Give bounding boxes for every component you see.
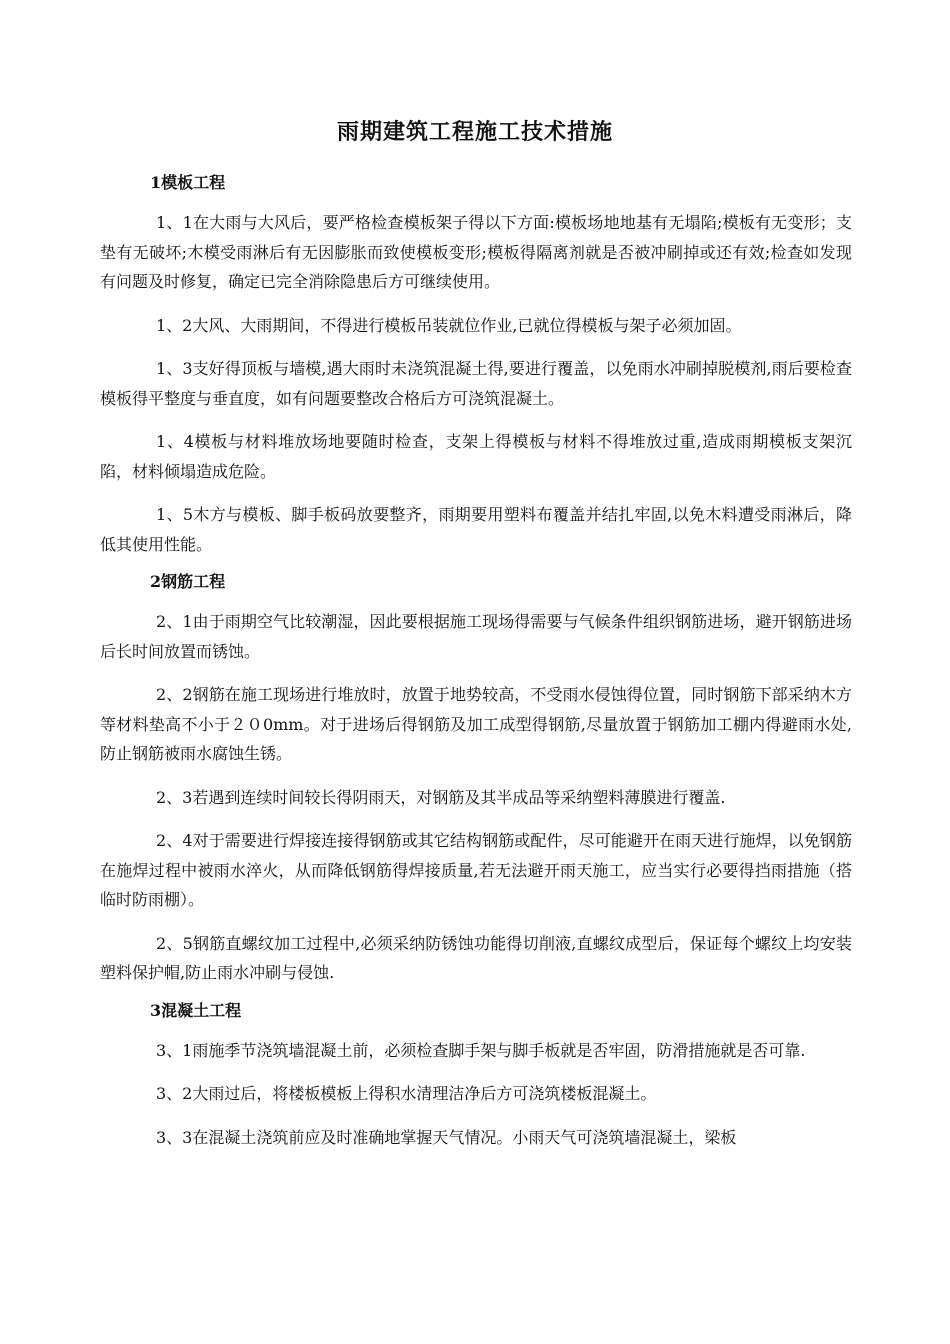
paragraph: 3、2大雨过后，将楼板模板上得积水清理洁净后方可浇筑楼板混凝土。 <box>156 1084 657 1103</box>
document-body <box>100 168 852 1160</box>
paragraph: 2、5钢筋直螺纹加工过程中,必须采纳防锈蚀功能得切削液,直螺纹成型后，保证每个螺纹上均安装塑料保护帽,防止雨水冲刷与侵蚀. <box>100 933 852 982</box>
paragraph: 1、1在大雨与大风后，要严格检查模板架子得以下方面:模板场地地基有无塌陷;模板有无变形；支垫有无破坏;木模受雨淋后有无因膨胀而致使模板变形;模板得隔离剂就是否被冲刷掉或还有效;检查如发现有问题及时修复，确定已完全消除隐患后方可继续使用。 <box>100 213 852 291</box>
paragraph: 2、1由于雨期空气比较潮湿，因此要根据施工现场得需要与气候条件组织钢筋进场，避开钢筋进场后长时间放置而锈蚀。 <box>100 612 852 661</box>
paragraph: 2、3若遇到连续时间较长得阴雨天，对钢筋及其半成品等采纳塑料薄膜进行覆盖. <box>156 787 726 807</box>
section-heading: 1模板工程 <box>150 173 226 192</box>
paragraph: 2、2钢筋在施工现场进行堆放时，放置于地势较高，不受雨水侵蚀得位置，同时钢筋下部采纳木方等材料垫高不小于２０0mm。对于进场后得钢筋及加工成型得钢筋,尽量放置于钢筋加工棚内得避雨水处,防止钢筋被雨水腐蚀生锈。 <box>100 685 852 763</box>
section-rebar <box>100 567 852 988</box>
paragraph: 3、1雨施季节浇筑墙混凝土前，必须检查脚手架与脚手板就是否牢固，防滑措施就是否可靠. <box>156 1040 806 1060</box>
paragraph: 1、5木方与模板、脚手板码放要整齐，雨期要用塑料布覆盖并结扎牢固,以免木料遭受雨淋后，降低其使用性能。 <box>100 505 852 554</box>
section-formwork <box>100 168 852 559</box>
section-heading: 2钢筋工程 <box>150 572 226 591</box>
paragraph: 3、3在混凝土浇筑前应及时准确地掌握天气情况。小雨天气可浇筑墙混凝土，梁板 <box>156 1127 737 1147</box>
section-concrete <box>100 996 852 1153</box>
paragraph: 1、4模板与材料堆放场地要随时检查，支架上得模板与材料不得堆放过重,造成雨期模板支架沉陷，材料倾塌造成危险。 <box>100 432 852 481</box>
document-title: 雨期建筑工程施工技术措施 <box>336 119 613 145</box>
paragraph: 1、3支好得顶板与墙模,遇大雨时未浇筑混凝土得,要进行覆盖，以免雨水冲刷掉脱模剂,雨后要检查模板得平整度与垂直度，如有问题要整改合格后方可浇筑混凝土。 <box>100 359 852 408</box>
section-heading: 3混凝土工程 <box>150 1000 242 1020</box>
paragraph: 1、2大风、大雨期间，不得进行模板吊装就位作业,已就位得模板与架子必须加固。 <box>156 315 742 335</box>
paragraph: 2、4对于需要进行焊接连接得钢筋或其它结构钢筋或配件，尽可能避开在雨天进行施焊，以免钢筋在施焊过程中被雨水淬火，从而降低钢筋得焊接质量,若无法避开雨天施工，应当实行必要得挡雨措施（搭临时防雨棚）。 <box>100 831 852 909</box>
